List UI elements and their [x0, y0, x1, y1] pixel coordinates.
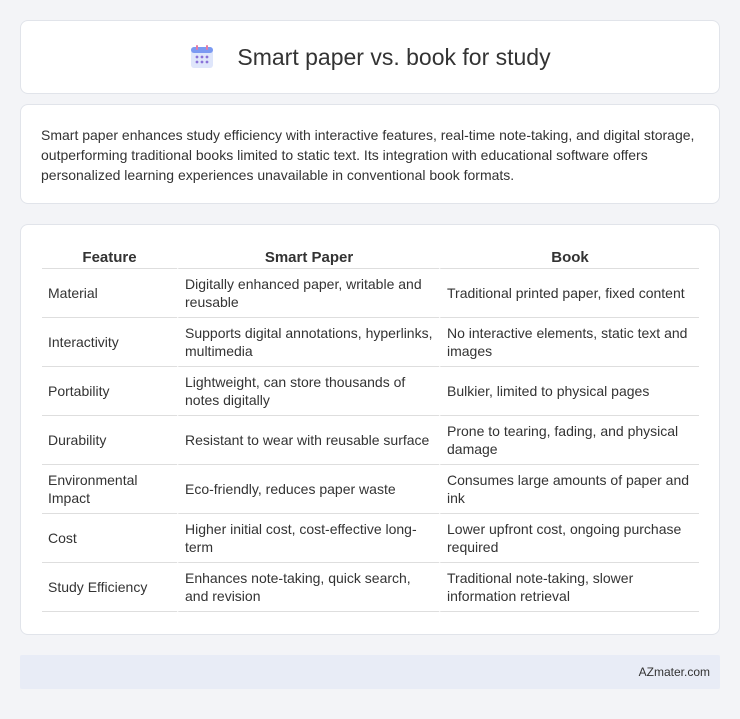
book-cell: Traditional note-taking, slower information retrieval	[439, 563, 699, 612]
smart-paper-cell: Eco-friendly, reduces paper waste	[177, 465, 439, 514]
table-row	[42, 563, 699, 612]
page-title: Smart paper vs. book for study	[237, 43, 551, 70]
comparison-table-card	[20, 224, 720, 635]
table-row	[42, 514, 699, 563]
feature-cell: Material	[42, 269, 177, 318]
feature-cell: Cost	[42, 514, 177, 563]
book-cell: Traditional printed paper, fixed content	[439, 269, 699, 318]
smart-paper-cell: Lightweight, can store thousands of notes digitally	[177, 367, 439, 416]
table-row	[42, 416, 699, 465]
book-cell: Lower upfront cost, ongoing purchase required	[439, 514, 699, 563]
table-row	[42, 318, 699, 367]
smart-paper-cell: Resistant to wear with reusable surface	[177, 416, 439, 465]
calendar-grid-icon	[189, 44, 215, 70]
feature-cell: Portability	[42, 367, 177, 416]
book-cell: Bulkier, limited to physical pages	[439, 367, 699, 416]
footer-bar	[20, 655, 720, 689]
feature-cell: Study Efficiency	[42, 563, 177, 612]
table-row	[42, 465, 699, 514]
book-cell: Prone to tearing, fading, and physical damage	[439, 416, 699, 465]
footer-brand[interactable]: AZmater.com	[638, 665, 710, 679]
smart-paper-cell: Digitally enhanced paper, writable and reusable	[177, 269, 439, 318]
feature-cell: Interactivity	[42, 318, 177, 367]
column-header-smart-paper: Smart Paper	[177, 245, 439, 269]
summary-text: Smart paper enhances study efficiency with interactive features, real-time note-taking, and digital storage, outperforming traditional books limited to static text. Its integration with educational software offers personalized learning experiences unavailable in conventional book formats.	[41, 127, 695, 183]
smart-paper-cell: Supports digital annotations, hyperlinks, multimedia	[177, 318, 439, 367]
table-header-row	[42, 245, 699, 269]
column-header-feature: Feature	[42, 245, 177, 269]
column-header-book: Book	[439, 245, 699, 269]
book-cell: No interactive elements, static text and images	[439, 318, 699, 367]
summary-card	[20, 104, 720, 204]
title-card	[20, 20, 720, 94]
book-cell: Consumes large amounts of paper and ink	[439, 465, 699, 514]
table-row	[42, 367, 699, 416]
comparison-table	[42, 245, 699, 612]
smart-paper-cell: Higher initial cost, cost-effective long-term	[177, 514, 439, 563]
table-row	[42, 269, 699, 318]
smart-paper-cell: Enhances note-taking, quick search, and revision	[177, 563, 439, 612]
feature-cell: Durability	[42, 416, 177, 465]
feature-cell: Environmental Impact	[42, 465, 177, 514]
